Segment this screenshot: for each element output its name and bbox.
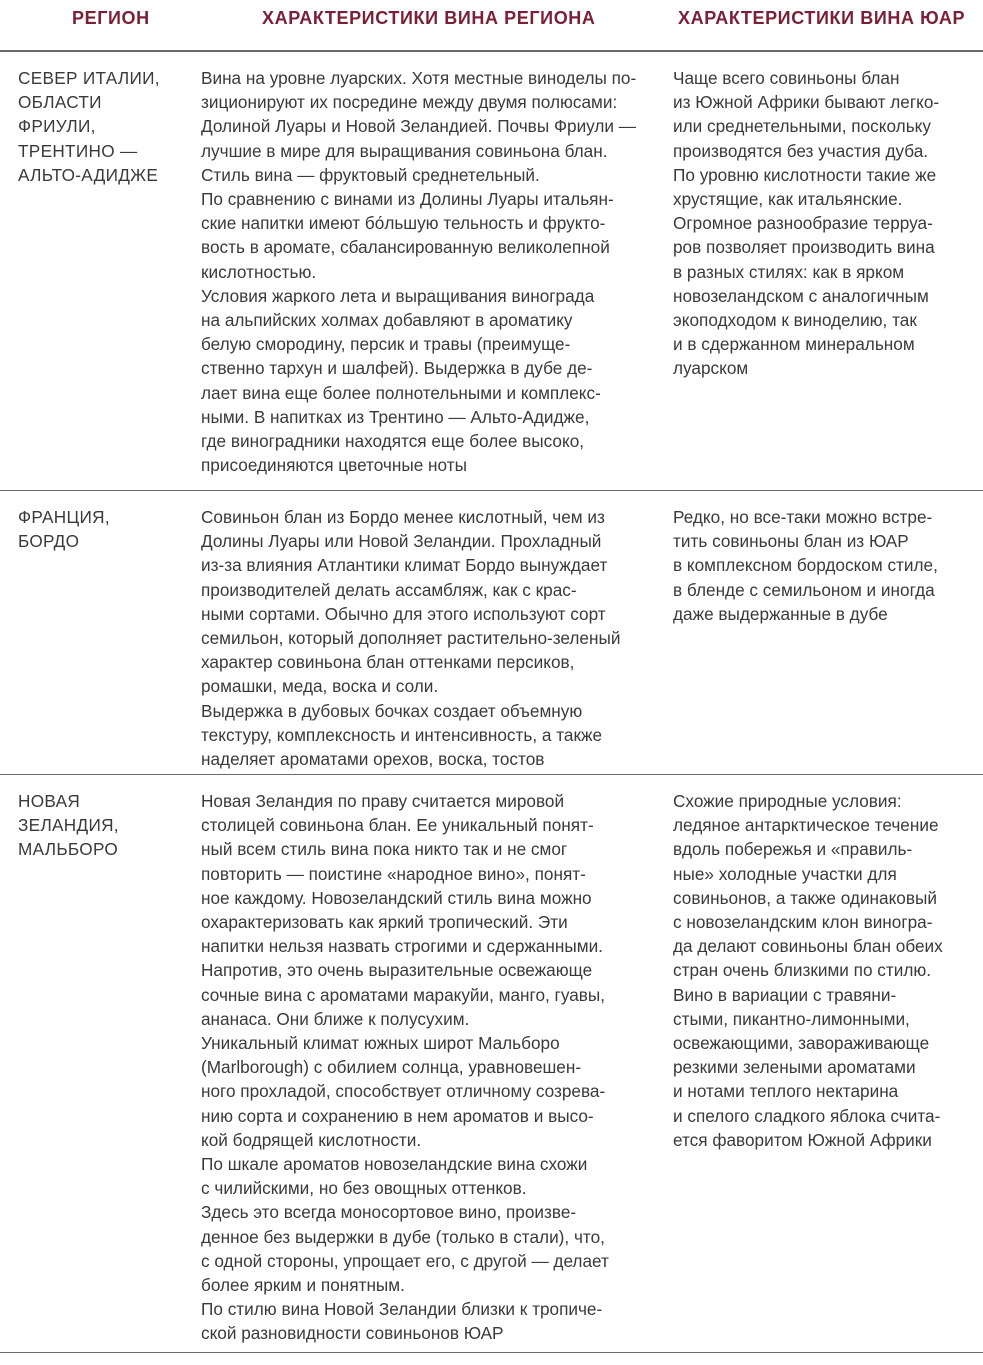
text-line: Чаще всего совиньоны блан xyxy=(673,68,900,88)
text-line: вость в аромате, сбалансированную великолепной xyxy=(201,237,610,258)
text-line: Условия жаркого лета и выращивания винограда xyxy=(201,285,595,306)
text-line: даже выдержанные в дубе xyxy=(673,603,888,624)
region-characteristics-cell xyxy=(201,789,661,1346)
text-line: сочные вина с ароматами маракуйи, манго, гуавы, xyxy=(201,984,606,1005)
text-line: характер совиньона блан оттенками персиков, xyxy=(201,652,575,673)
text-line: резкими зелеными ароматами xyxy=(673,1057,916,1078)
text-line: производителей делать ассамбляж, как с крас- xyxy=(201,579,577,600)
text-line: лучшие в мире для выращивания совиньона блан. xyxy=(201,140,608,161)
text-line: По стилю вина Новой Зеландии близки к тропиче- xyxy=(201,1299,603,1320)
text-line: ственно тархун и шалфей). Выдержка в дубе де- xyxy=(201,358,593,379)
text-line: с новозеландским клон виногра- xyxy=(673,912,933,933)
text-line: белую смородину, персик и травы (преимуще- xyxy=(201,334,571,355)
text-line: ный всем стиль вина пока никто так и не смог xyxy=(201,839,568,860)
header-region-characteristics: ХАРАКТЕРИСТИКИ ВИНА РЕГИОНА xyxy=(262,8,596,28)
text-line: присоединяются цветочные ноты xyxy=(201,455,467,476)
text-line: напитки нельзя назвать строгими и сдержанными. xyxy=(201,936,603,957)
text-line: (Marlborough) с обилием солнца, уравновешен- xyxy=(201,1057,582,1078)
text-line: да делают совиньоны блан обеих xyxy=(673,936,943,957)
text-line: Совиньон блан из Бордо менее кислотный, чем из xyxy=(201,507,605,527)
region-name-line: ОБЛАСТИ xyxy=(18,92,102,113)
text-line: ные» холодные участки для xyxy=(673,863,897,884)
text-line: ской разновидности совиньонов ЮАР xyxy=(201,1323,504,1344)
text-line: охарактеризовать как яркий тропический. Эти xyxy=(201,912,568,933)
text-line: из-за влияния Атлантики климат Бордо вынуждает xyxy=(201,555,608,576)
text-line: стран очень близкими по стилю. xyxy=(673,960,932,981)
text-line: Схожие природные условия: xyxy=(673,791,902,811)
south-africa-characteristics-cell xyxy=(673,66,973,381)
text-line: Долиной Луары и Новой Зеландией. Почвы Фриули — xyxy=(201,116,636,137)
text-line: зиционируют их посредине между двумя полюсами: xyxy=(201,92,618,113)
text-line: или среднетельными, поскольку xyxy=(673,116,931,137)
text-line: ромашки, меда, воска и соли. xyxy=(201,676,439,697)
text-line: в бленде с семильоном и иногда xyxy=(673,579,935,600)
table-row xyxy=(0,52,983,491)
text-line: Здесь это всегда моносортовое вино, произве- xyxy=(201,1202,577,1223)
region-cell xyxy=(18,66,188,187)
text-line: семильон, который дополняет растительно-зеленый xyxy=(201,628,621,649)
text-line: где виноградники находятся еще более высоко, xyxy=(201,431,585,452)
text-line: новозеландском с аналогичным xyxy=(673,285,929,306)
text-line: кислотностью. xyxy=(201,261,317,282)
text-line: По сравнению с винами из Долины Луары итальян- xyxy=(201,189,614,210)
text-line: освежающими, завораживающе xyxy=(673,1033,930,1054)
table-row xyxy=(0,775,983,1353)
text-line: ное каждому. Новозеландский стиль вина можно xyxy=(201,887,592,908)
text-line: Стиль вина — фруктовый среднетельный. xyxy=(201,164,540,185)
text-line: ские напитки имеют бо́льшую тельность и фрукто- xyxy=(201,213,606,234)
text-line: По уровню кислотности такие же xyxy=(673,164,937,185)
south-africa-characteristics-cell xyxy=(673,789,973,1152)
text-line: Вино в вариации с травяни- xyxy=(673,984,897,1005)
text-line: Огромное разнообразие терруа- xyxy=(673,213,933,234)
text-line: из Южной Африки бывают легко- xyxy=(673,92,940,113)
text-line: Вина на уровне луарских. Хотя местные виноделы по- xyxy=(201,68,637,88)
text-line: луарском xyxy=(673,358,749,379)
text-line: на альпийских холмах добавляют в ароматику xyxy=(201,310,573,331)
text-line: экоподходом к виноделию, так xyxy=(673,310,917,331)
text-line: и спелого сладкого яблока счита- xyxy=(673,1105,941,1126)
table-header xyxy=(0,0,983,52)
text-line: ется фаворитом Южной Африки xyxy=(673,1129,932,1150)
region-name-line: ЗЕЛАНДИЯ, xyxy=(18,815,119,836)
region-name-line: МАЛЬБОРО xyxy=(18,839,119,860)
text-line: вдоль побережья и «правиль- xyxy=(673,839,913,860)
text-line: Редко, но все-таки можно встре- xyxy=(673,507,933,527)
region-cell xyxy=(18,505,188,553)
text-line: более ярким и понятным. xyxy=(201,1275,405,1296)
text-line: ананаса. Они ближе к полусухим. xyxy=(201,1008,470,1029)
text-line: Выдержка в дубовых бочках создает объемную xyxy=(201,700,583,721)
region-characteristics-cell xyxy=(201,505,661,771)
header-region: РЕГИОН xyxy=(72,8,150,28)
header-south-africa-characteristics: ХАРАКТЕРИСТИКИ ВИНА ЮАР xyxy=(678,8,966,28)
text-line: ледяное антарктическое течение xyxy=(673,815,939,836)
table-row xyxy=(0,491,983,775)
text-line: с чилийскими, но без овощных оттенков. xyxy=(201,1178,527,1199)
text-line: Уникальный климат южных широт Мальборо xyxy=(201,1033,560,1054)
text-line: с одной стороны, упрощает его, с другой — делает xyxy=(201,1250,609,1271)
text-line: в разных стилях: как в ярком xyxy=(673,261,905,282)
region-name-line: БОРДО xyxy=(18,531,80,552)
text-line: ными. В напитках из Трентино — Альто-Адидже, xyxy=(201,406,590,427)
text-line: Напротив, это очень выразительные освежающе xyxy=(201,960,593,981)
text-line: и нотами теплого нектарина xyxy=(673,1081,899,1102)
text-line: ров позволяет производить вина xyxy=(673,237,935,258)
text-line: кой бодрящей кислотности. xyxy=(201,1129,422,1150)
region-name-line: АЛЬТО-АДИДЖЕ xyxy=(18,164,159,185)
region-cell xyxy=(18,789,188,862)
text-line: ного прохладой, способствует отличному созрева- xyxy=(201,1081,606,1102)
text-line: столицей совиньона блан. Ее уникальный понят- xyxy=(201,815,594,836)
text-line: повторить — поистине «народное вино», понят- xyxy=(201,863,586,884)
region-name-line: НОВАЯ xyxy=(18,791,81,811)
text-line: текстуру, комплексность и интенсивность, а также xyxy=(201,724,603,745)
text-line: наделяет ароматами орехов, воска, тостов xyxy=(201,749,545,770)
region-name-line: СЕВЕР ИТАЛИИ, xyxy=(18,68,160,88)
text-line: стыми, пикантно-лимонными, xyxy=(673,1008,910,1029)
text-line: совиньонов, а также одинаковый xyxy=(673,887,937,908)
text-line: Новая Зеландия по праву считается мировой xyxy=(201,791,565,811)
text-line: и в сдержанном минеральном xyxy=(673,334,915,355)
text-line: ными сортами. Обычно для этого используют сорт xyxy=(201,603,606,624)
region-name-line: ТРЕНТИНО — xyxy=(18,140,138,161)
text-line: лает вина еще более полнотельными и комплекс- xyxy=(201,382,601,403)
text-line: тить совиньоны блан из ЮАР xyxy=(673,531,909,552)
text-line: По шкале ароматов новозеландские вина схожи xyxy=(201,1154,588,1175)
region-name-line: ФРАНЦИЯ, xyxy=(18,507,110,527)
text-line: производятся без участия дуба. xyxy=(673,140,929,161)
region-name-line: ФРИУЛИ, xyxy=(18,116,96,137)
south-africa-characteristics-cell xyxy=(673,505,973,626)
text-line: нию сорта и сохранению в нем ароматов и высо- xyxy=(201,1105,594,1126)
text-line: хрустящие, как итальянские. xyxy=(673,189,903,210)
text-line: Долины Луары или Новой Зеландии. Прохладный xyxy=(201,531,602,552)
text-line: денное без выдержки в дубе (только в стали), что, xyxy=(201,1226,605,1247)
text-line: в комплексном бордоском стиле, xyxy=(673,555,938,576)
region-characteristics-cell xyxy=(201,66,661,477)
